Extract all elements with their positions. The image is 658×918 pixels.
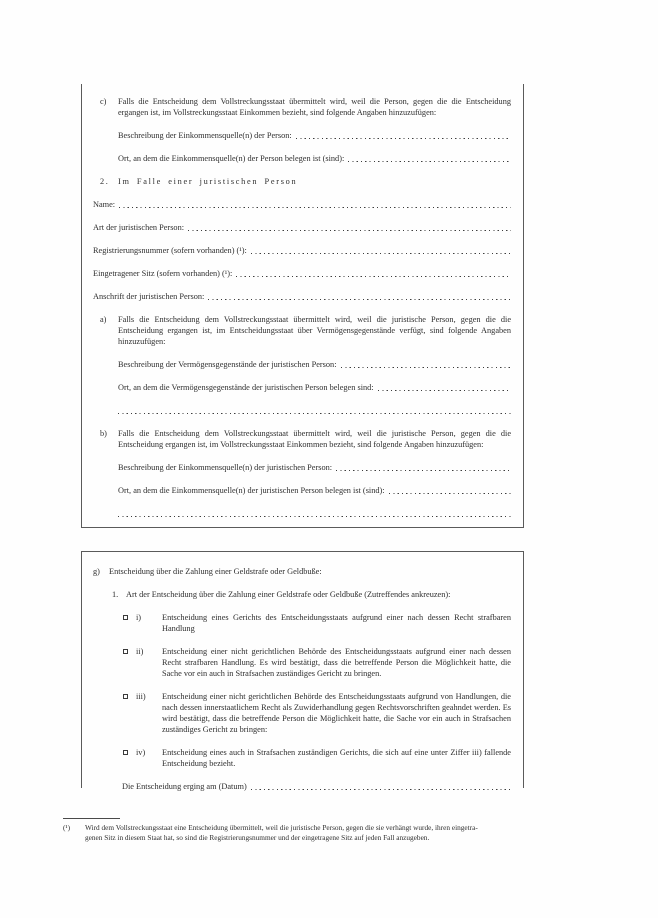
field-decision-date-label: Die Entscheidung erging am (Datum) bbox=[122, 782, 247, 791]
item-c bbox=[100, 96, 511, 118]
field-jp-income-description bbox=[118, 462, 511, 473]
dotted-fill-line bbox=[296, 138, 511, 139]
field-legal-person-address bbox=[93, 291, 511, 302]
field-registration-number-label: Registrierungsnummer (sofern vorhanden) (¹): bbox=[93, 246, 247, 255]
footnote-text-line1: Wird dem Vollstreckungsstaat eine Entscheidung übermittelt, weil die juristische Person, gegen die sie verhängt wurde, ihren eingetra- bbox=[85, 823, 478, 832]
checkbox-icon bbox=[123, 694, 128, 699]
dotted-fill-line bbox=[188, 230, 511, 231]
item-c-text: Falls die Entscheidung dem Vollstreckungsstaat übermittelt wird, weil die Person, gegen die die Entscheidung ergangen ist, im Vollstreckungsstaat Einkommen bezieht, sind folgende Angaben hinzuzufügen: bbox=[118, 97, 511, 117]
item-a-text: Falls die Entscheidung dem Vollstreckungsstaat übermittelt wird, weil die juristische Person, gegen die die Entscheidung ergangen ist, im Entscheidungsstaat über Vermögensgegenstände verfügt, sind folgende Angaben hinzuzufügen: bbox=[118, 315, 511, 346]
dotted-fill-line bbox=[378, 390, 511, 391]
dotted-fill-line bbox=[251, 789, 511, 790]
field-income-source-location bbox=[118, 153, 511, 164]
field-income-source-description bbox=[118, 130, 511, 141]
dotted-fill-line bbox=[341, 367, 511, 368]
option-iii-text: Entscheidung einer nicht gerichtlichen Behörde des Entscheidungsstaats aufgrund von Handlungen, die nach dessen innerstaatlichem Recht als Zuwiderhandlung gegen Rechtsvorschriften geahndet werden. Es wird bestätigt, dass die betreffende Person die Möglichkeit hatte, die Sache vor ein auch in Strafsachen zuständiges Gericht zu bringen: bbox=[162, 692, 511, 734]
item-a bbox=[100, 314, 511, 347]
option-i-numeral: i) bbox=[136, 613, 142, 622]
point-1-marker: 1. bbox=[112, 590, 119, 599]
form-box-fine-decision bbox=[81, 551, 524, 791]
field-jp-income-location-label: Ort, an dem die Einkommensquelle(n) der juristischen Person belegen ist (sind): bbox=[118, 486, 385, 495]
heading-legal-person bbox=[100, 176, 511, 187]
field-jp-income-description-label: Beschreibung der Einkommensquelle(n) der juristischen Person: bbox=[118, 463, 333, 472]
footnote-text-line2: genen Sitz in diesem Staat hat, so sind die Registrierungsnummer und der eingetragene Sitz auf jeden Fall anzugeben. bbox=[85, 832, 430, 842]
field-decision-date bbox=[122, 781, 511, 792]
option-i-text: Entscheidung eines Gerichts des Entscheidungsstaats aufgrund einer nach dessen Recht strafbaren Handlung bbox=[162, 613, 511, 633]
footnote-marker: (¹) bbox=[63, 823, 71, 832]
field-registered-seat bbox=[93, 268, 511, 279]
option-ii-numeral: ii) bbox=[136, 647, 144, 656]
item-b bbox=[100, 428, 511, 450]
dotted-continuation-line bbox=[118, 508, 511, 519]
item-b-text: Falls die Entscheidung dem Vollstreckungsstaat übermittelt wird, weil die juristische Person, gegen die die Entscheidung ergangen ist, im Vollstreckungsstaat Einkommen bezieht, sind folgende Angaben hinzuzufügen: bbox=[118, 429, 511, 449]
option-iv bbox=[123, 747, 511, 769]
checkbox-option-iv[interactable] bbox=[123, 747, 136, 769]
field-name-label: Name: bbox=[93, 200, 116, 209]
field-income-source-description-label: Beschreibung der Einkommensquelle(n) der Person: bbox=[118, 131, 292, 140]
checkbox-icon bbox=[123, 615, 128, 620]
point-1 bbox=[112, 589, 511, 600]
field-jp-income-location bbox=[118, 485, 511, 496]
dotted-fill-line bbox=[348, 161, 511, 162]
dotted-fill-line bbox=[118, 516, 511, 517]
item-b-marker: b) bbox=[100, 429, 107, 438]
item-g bbox=[93, 566, 511, 577]
item-a-marker: a) bbox=[100, 315, 107, 324]
dotted-fill-line bbox=[236, 276, 511, 277]
option-ii-text: Entscheidung einer nicht gerichtlichen Behörde des Entscheidungsstaats aufgrund einer nach dessen Recht strafbaren Handlung. Es wird bestätigt, dass die betreffende Person die Möglichkeit hatte, die Sache vor ein auch in Strafsachen zuständiges Gericht zu bringen. bbox=[162, 647, 511, 678]
dotted-fill-line bbox=[389, 493, 511, 494]
form-box-person-details bbox=[81, 84, 524, 528]
dotted-fill-line bbox=[336, 470, 511, 471]
dotted-fill-line bbox=[251, 253, 511, 254]
dotted-fill-line bbox=[119, 207, 511, 208]
option-iv-numeral: iv) bbox=[136, 748, 146, 757]
checkbox-option-iii[interactable] bbox=[123, 691, 136, 735]
footnote-text bbox=[85, 823, 605, 842]
checkbox-icon bbox=[123, 649, 128, 654]
field-name bbox=[93, 199, 511, 210]
field-registration-number bbox=[93, 245, 511, 256]
option-iii bbox=[123, 691, 511, 735]
dotted-fill-line bbox=[208, 299, 511, 300]
field-assets-description bbox=[118, 359, 511, 370]
checkbox-icon bbox=[123, 750, 128, 755]
point-1-text: Art der Entscheidung über die Zahlung einer Geldstrafe oder Geldbuße (Zutreffendes ankreuzen): bbox=[126, 590, 451, 599]
item-g-text: Entscheidung über die Zahlung einer Geldstrafe oder Geldbuße: bbox=[109, 567, 322, 576]
field-assets-location bbox=[118, 382, 511, 393]
checkbox-option-i[interactable] bbox=[123, 612, 136, 634]
heading-legal-person-text: Im Falle einer juristischen Person bbox=[118, 177, 298, 186]
option-ii bbox=[123, 646, 511, 679]
field-legal-person-type-label: Art der juristischen Person: bbox=[93, 223, 185, 232]
field-assets-location-label: Ort, an dem die Vermögensgegenstände der juristischen Person belegen sind: bbox=[118, 383, 374, 392]
heading-legal-person-number: 2. bbox=[100, 177, 110, 186]
option-iv-text: Entscheidung eines auch in Strafsachen zuständigen Gerichts, die sich auf eine unter Ziffer iii) fallende Entscheidung bezieht. bbox=[162, 748, 511, 768]
item-c-marker: c) bbox=[100, 97, 107, 106]
field-legal-person-address-label: Anschrift der juristischen Person: bbox=[93, 292, 205, 301]
field-income-source-location-label: Ort, an dem die Einkommensquelle(n) der Person belegen ist (sind): bbox=[118, 154, 345, 163]
footnote bbox=[63, 818, 605, 842]
dotted-continuation-line bbox=[118, 405, 511, 416]
field-registered-seat-label: Eingetragener Sitz (sofern vorhanden) (¹): bbox=[93, 269, 233, 278]
checkbox-option-ii[interactable] bbox=[123, 646, 136, 679]
option-i bbox=[123, 612, 511, 634]
item-g-marker: g) bbox=[93, 567, 100, 576]
footnote-rule bbox=[63, 818, 120, 819]
dotted-fill-line bbox=[118, 413, 511, 414]
field-legal-person-type bbox=[93, 222, 511, 233]
field-assets-description-label: Beschreibung der Vermögensgegenstände der juristischen Person: bbox=[118, 360, 337, 369]
option-iii-numeral: iii) bbox=[136, 692, 146, 701]
